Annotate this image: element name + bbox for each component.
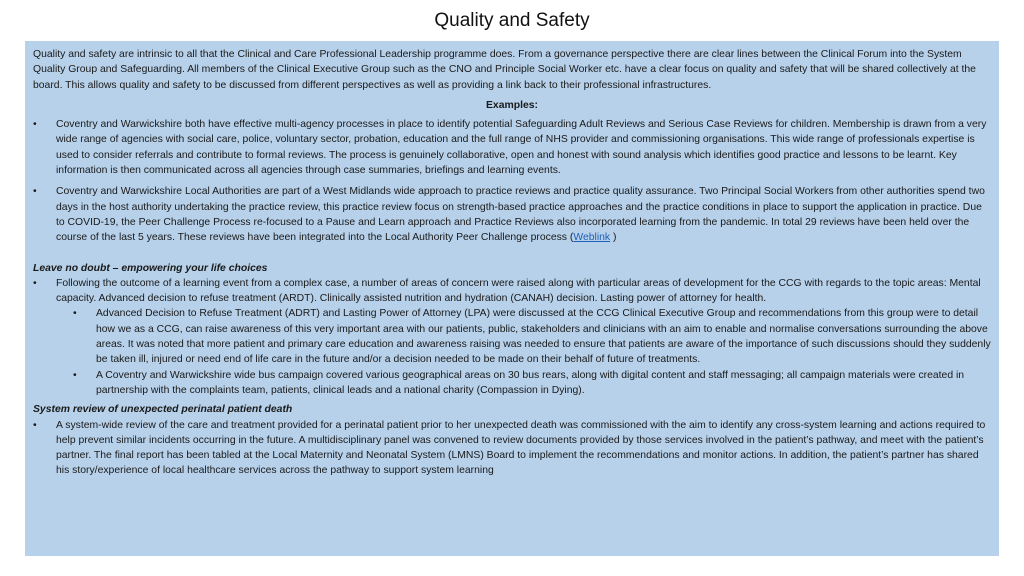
list-item — [33, 306, 991, 367]
page-title: Quality and Safety — [434, 10, 590, 31]
list-item — [33, 418, 991, 479]
intro-paragraph: Quality and safety are intrinsic to all that the Clinical and Care Professional Leadership programme does. From a governance perspective there are clear lines between the Clinical Forum into the System Quality Group and Safeguarding. All members of the Clinical Executive Group such as the CNO and Principle Social Worker etc. have a clear focus on quality and safety that will be shared collectively at the board. This allows quality and safety to be discussed from different perspectives as well as providing a link back to their professional infrastructures. — [33, 49, 976, 91]
adrt-lpa-text: Advanced Decision to Refuse Treatment (ADRT) and Lasting Power of Attorney (LPA) were discussed at the CCG Clinical Executive Group and recommendations from this group were to detail how we as a CCG, can raise awareness of this very important area with our patients, public, stakeholders and clinicians with an aim to enable and normalise conversations surrounding the above areas. It was noted that more patient and primary care education and awareness raising was needed to ensure that patients are aware of the importance of such discussions should they suddenly be taken ill, injured or need end of life care in the future and/or a decision needed to be made on their behalf of future of treatments. — [96, 308, 991, 366]
bullet-icon: • — [33, 119, 37, 131]
leave-no-doubt-heading: Leave no doubt – empowering your life choices — [33, 262, 268, 274]
list-item — [33, 117, 991, 178]
bullet-icon: • — [33, 186, 37, 198]
examples-heading: Examples: — [486, 99, 538, 111]
example-practice-review — [56, 184, 991, 245]
list-item — [33, 368, 991, 399]
leave-no-doubt-text: Following the outcome of a learning event from a complex case, a number of areas of concern were raised along with particular areas of development for the CCG with regards to the topic areas: Mental capacity. Advanced decision to refuse treatment (ARDT). Clinically assisted nutrition and hydration (CANAH) decision. Lasting power of attorney for health. — [56, 277, 981, 305]
example-practice-review-tail: ) — [610, 232, 617, 244]
weblink-link[interactable]: Weblink — [573, 232, 611, 244]
bus-campaign-text: A Coventry and Warwickshire wide bus campaign covered various geographical areas on 30 bus rears, along with digital content and staff messaging; all campaign materials were created in partnership with the complaints team, patients, clinical leads and a national charity (Compassion in Dying). — [96, 369, 965, 396]
system-review-heading: System review of unexpected perinatal patient death — [33, 404, 293, 416]
list-item — [33, 184, 991, 245]
content-panel — [25, 41, 999, 556]
system-review-text: A system-wide review of the care and treatment provided for a perinatal patient prior to her unexpected death was commissioned with the aim to identify any cross-system learning and actions required to help prevent similar incidents occurring in the future. A multidisciplinary panel was convened to review documents provided by those services involved in the patient’s pathway, and meet with the patient’s partner. The final report has been tabled at the Local Maternity and Neonatal System (LMNS) Board to implement the recommendations and monitor actions. In addition, the patient’s partner has shared his story/experience of local healthcare services across the pathway to support system learning — [56, 419, 986, 477]
example-safeguarding-text: Coventry and Warwickshire both have effective multi-agency processes in place to identify potential Safeguarding Adult Reviews and Serious Case Reviews for children. Membership is drawn from a very wide range of agencies with social care, police, voluntary sector, probation, education and the full range of NHS provider and commissioning organisations. This wide range of professionals expertise is used to consider referrals and contribute to formal reviews. The process is genuinely collaborative, open and honest with sound analysis which identifies good practice and lessons to be learnt. Key information is then communicated across all agencies through case summaries, briefings and learning events. — [56, 119, 987, 177]
bullet-icon: • — [73, 308, 77, 320]
bullet-icon: • — [33, 277, 37, 289]
bullet-icon: • — [73, 369, 77, 381]
list-item — [33, 276, 991, 307]
bullet-icon: • — [33, 419, 37, 431]
example-practice-review-text: Coventry and Warwickshire Local Authorities are part of a West Midlands wide approach to practice reviews and practice quality assurance. Two Principal Social Workers from other authorities spend two days in the host authority undertaking the practice review, this practice review focus on strength-based practice approaches and the practice conditions in place to support the application in practice. Due to COVID-19, the Peer Challenge Process re-focused to a Pause and Learn approach and Practice Reviews also incorporated learning from the pandemic. In total 29 reviews have been held over the course of the last 5 years. These reviews have been integrated into the Local Authority Peer Challenge process ( — [56, 186, 985, 244]
